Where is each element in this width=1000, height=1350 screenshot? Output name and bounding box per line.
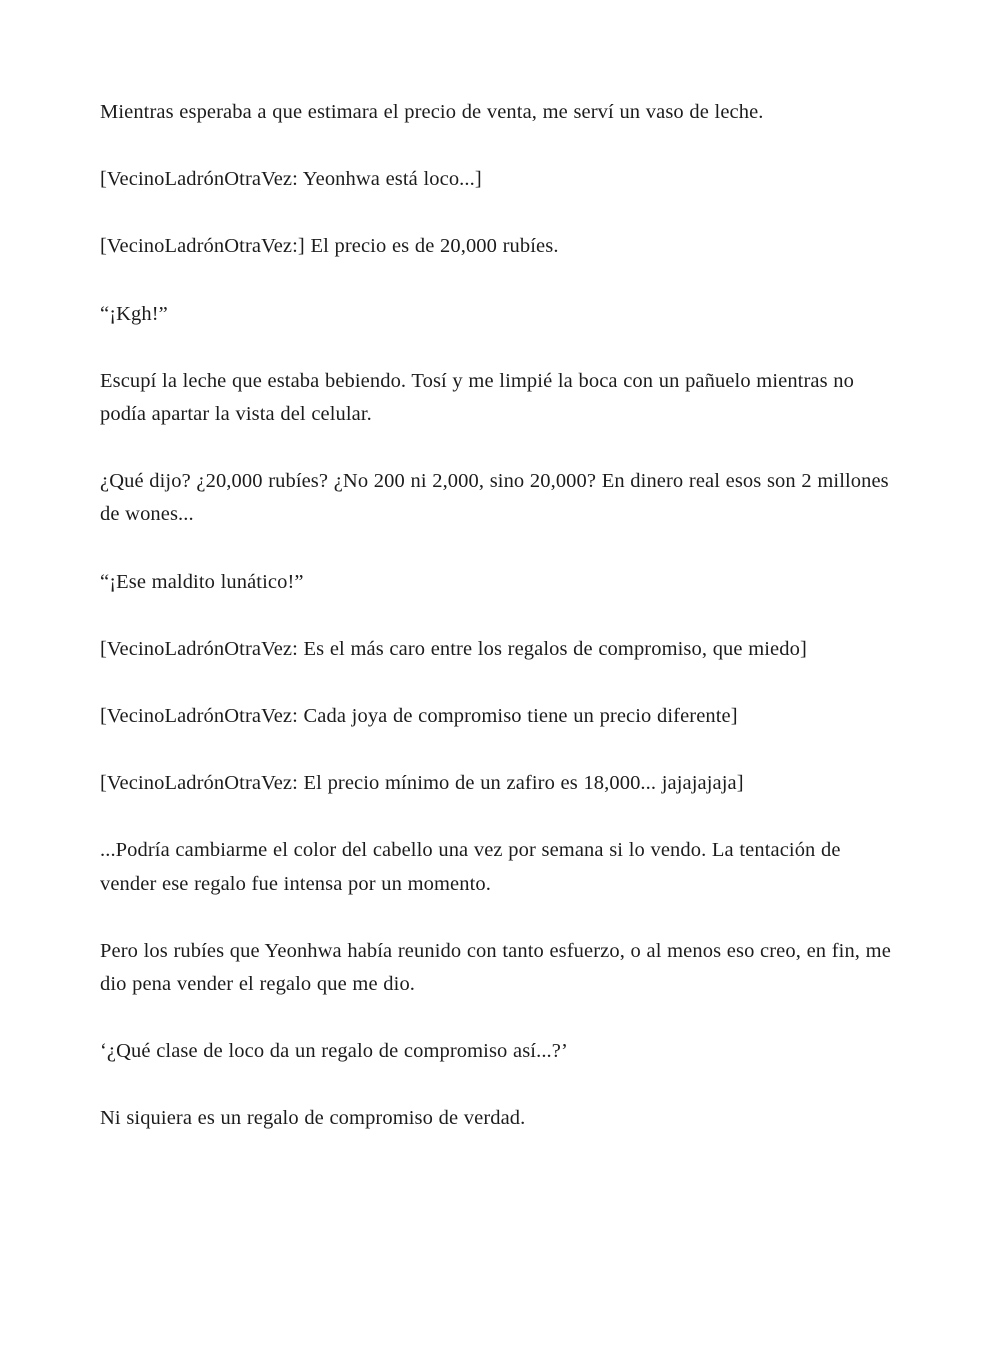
paragraph: Mientras esperaba a que estimara el precio de venta, me serví un vaso de leche. [100,101,764,123]
paragraph: [VecinoLadrónOtraVez: Es el más caro entre los regalos de compromiso, que miedo] [100,637,807,660]
paragraph: [VecinoLadrónOtraVez:] El precio es de 20,000 rubíes. [100,235,559,258]
paragraph: “¡Ese maldito lunático!” [100,570,304,593]
paragraph: ¿Qué dijo? ¿20,000 rubíes? ¿No 200 ni 2,000, sino 20,000? En dinero real esos son 2 millones de wones... [100,470,889,526]
paragraph: Escupí la leche que estaba bebiendo. Tosí y me limpié la boca con un pañuelo mientras no podía apartar la vista del celular. [100,369,855,426]
document-body [100,96,900,1136]
paragraph: [VecinoLadrónOtraVez: El precio mínimo de un zafiro es 18,000... jajajajaja] [100,772,744,795]
paragraph: “¡Kgh!” [100,302,168,325]
paragraph: [VecinoLadrónOtraVez: Cada joya de compromiso tiene un precio diferente] [100,705,738,728]
paragraph: [VecinoLadrónOtraVez: Yeonhwa está loco...] [100,168,482,191]
paragraph: Pero los rubíes que Yeonhwa había reunido con tanto esfuerzo, o al menos eso creo, en fin, me dio pena vender el regalo que me dio. [100,939,891,996]
paragraph: Ni siquiera es un regalo de compromiso de verdad. [100,1107,526,1130]
paragraph: ...Podría cambiarme el color del cabello una vez por semana si lo vendo. La tentación de vender ese regalo fue intensa por un momento. [100,839,841,895]
paragraph: ‘¿Qué clase de loco da un regalo de compromiso así...?’ [100,1040,568,1063]
